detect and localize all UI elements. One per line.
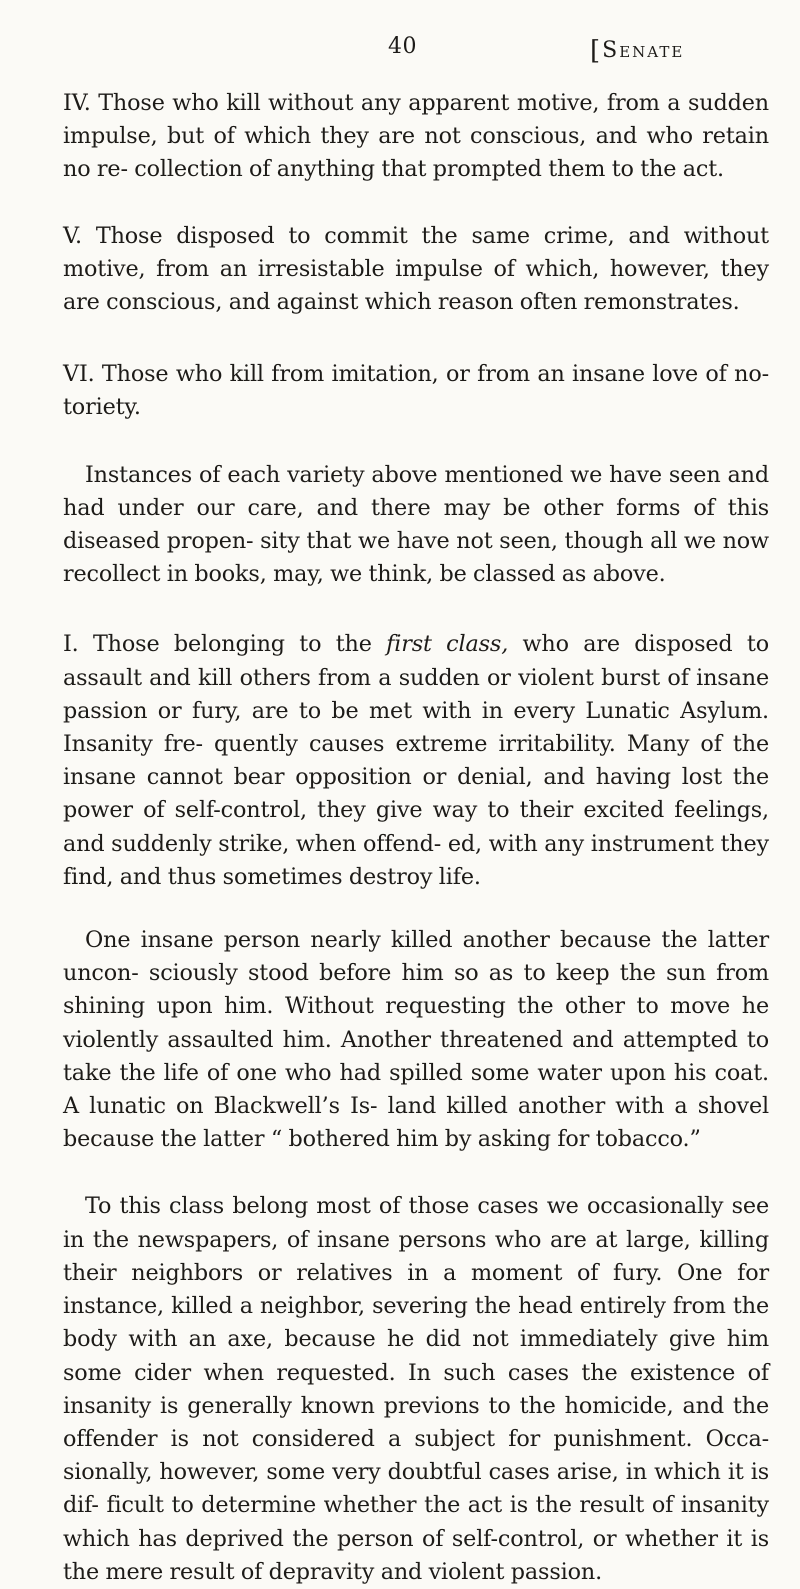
paragraph-iv <box>63 87 769 187</box>
paragraph-text: Instances of each variety above mentioned we have seen and had under our care, and there may be other forms of this diseased propen- sity that we have not seen, though all we now recollect in books, may, we think, be classed as above. <box>63 461 769 588</box>
running-head <box>590 34 684 64</box>
paragraph-text: One insane person nearly killed another because the latter uncon- sciously stood before him so as to keep the sun from shining upon him. Without requesting the other to move he violently assaulted him. Another threatened and attempted to take the life of one who had spilled some water upon his coat. A lunatic on Blackwell’s Is- land killed another with a shovel because the latter “ bothered him by asking for tobacco.” <box>63 927 769 1153</box>
paragraph-newspapers <box>63 1190 769 1588</box>
paragraph-text: who are disposed to assault and kill others from a sudden or violent burst of insane passion or fury, are to be met with in every Lunatic Asylum. Insanity fre- quently causes extreme irritability. Many of the insane cannot bear opposition or denial, and having lost the power of self-control, they give way to their excited feelings, and suddenly strike, when offend- ed, with any instrument they find, and thus sometimes destroy life. <box>63 631 769 890</box>
emphasis-first-class: first class, <box>386 631 509 658</box>
paragraph-instances <box>63 459 769 592</box>
paragraph-lead: I. <box>63 631 79 658</box>
page-number: 40 <box>388 34 417 59</box>
paragraph-lead: V. <box>63 222 82 249</box>
paragraph-text: Those disposed to commit the same crime, and without motive, from an irresistable impulse of which, however, they are conscious, and against which reason often remonstrates. <box>63 222 769 316</box>
paragraph-text: Those who kill from imitation, or from an insane love of no- toriety. <box>63 361 769 421</box>
running-head-label: Senate <box>602 38 685 63</box>
paragraph-pre: Those belonging to the <box>78 631 387 658</box>
paragraph-lead: IV. <box>63 90 91 116</box>
paragraph-examples <box>63 924 769 1156</box>
paragraph-lead: VI. <box>63 361 95 388</box>
page-header <box>0 34 800 70</box>
paragraph-vi <box>63 358 769 424</box>
paragraph-first-class <box>63 628 769 894</box>
running-head-bracket: [ <box>590 36 603 66</box>
paragraph-text: Those who kill without any apparent motive, from a sudden impulse, but of which they are not conscious, and who retain no re- collection of anything that prompted them to the act. <box>63 90 769 183</box>
paragraph-v <box>63 220 769 320</box>
body-text <box>63 87 769 1589</box>
paragraph-text: To this class belong most of those cases we occasionally see in the newspapers, of insane persons who are at large, killing their neighbors or relatives in a moment of fury. One for instance, killed a neighbor, severing the head entirely from the body with an axe, because he did not immediately give him some cider when requested. In such cases the existence of insanity is generally known previons to the homicide, and the offender is not considered a subject for punishment. Occa- sionally, however, some very doubtful cases arise, in which it is dif- ficult to determine whether the act is the result of insanity which has deprived the person of self-control, or whether it is the mere result of depravity and violent passion. <box>63 1193 769 1585</box>
